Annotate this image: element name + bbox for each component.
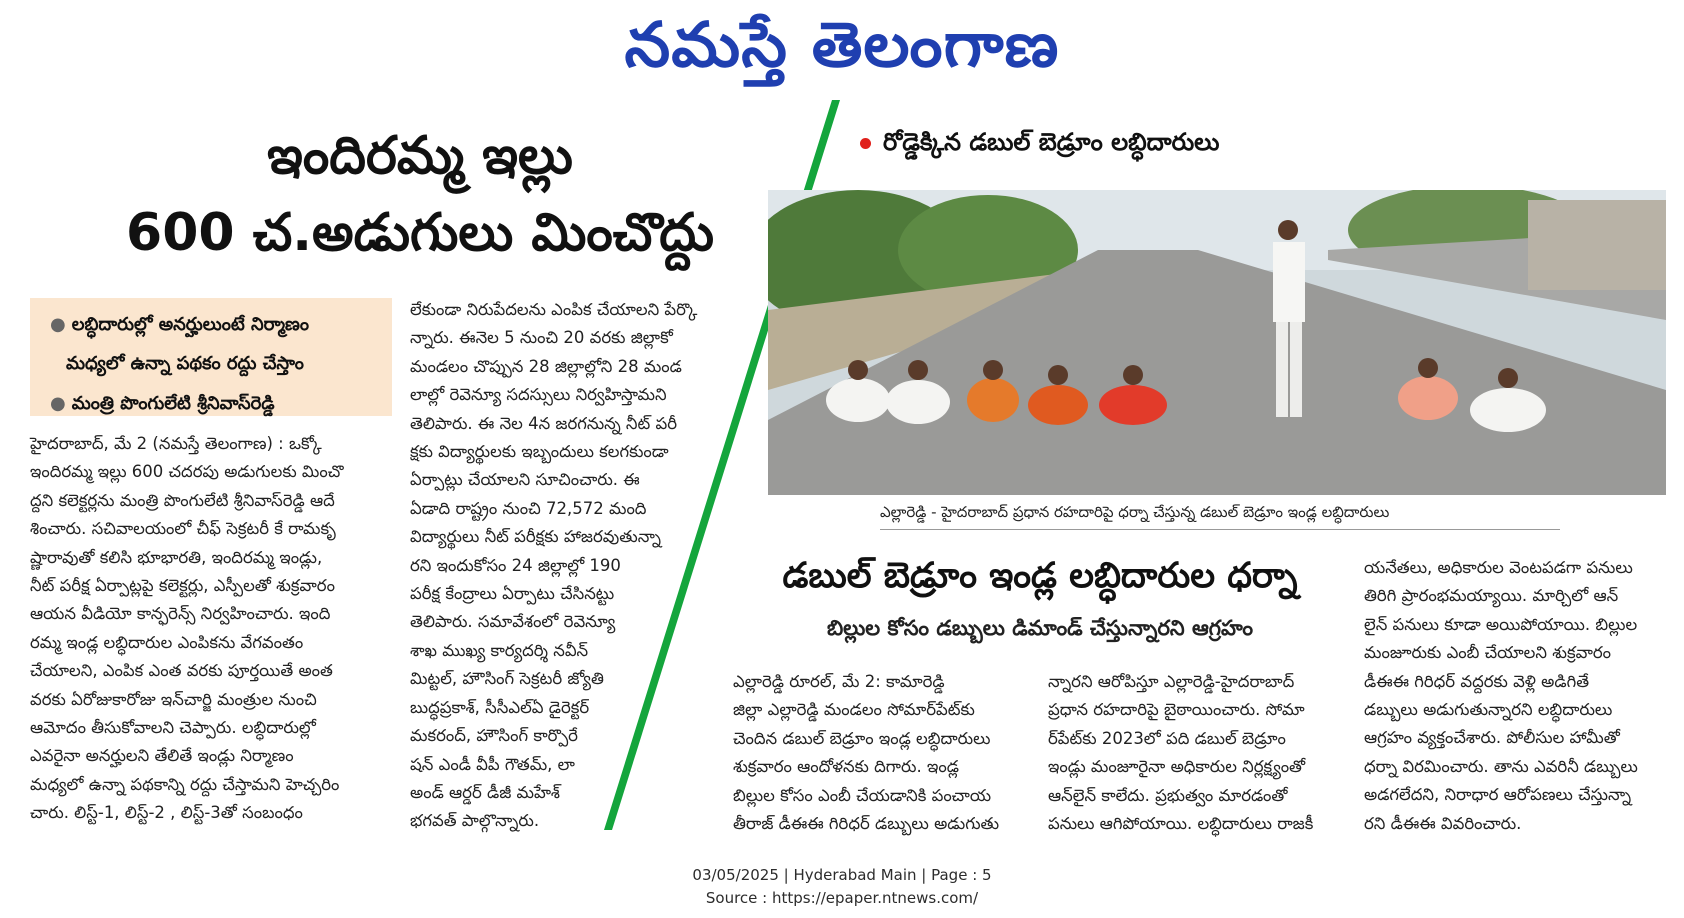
text-line: లాల్లో రెవెన్యూ సదస్సులు నిర్వహిస్తామని bbox=[410, 385, 667, 405]
text-line: శించారు. సచివాలయంలో చీఫ్ సెక్రటరీ కే రామకృ bbox=[30, 519, 336, 539]
text-line: లేకుండా నిరుపేదలను ఎంపిక చేయాలని పేర్కొ bbox=[410, 300, 698, 319]
text-line: విద్యార్థులు నీట్ పరీక్షకు హాజరవుతున్నా bbox=[410, 527, 661, 547]
bullet-dot-icon: ● bbox=[50, 393, 66, 414]
text-line: మకరంద్, హౌసింగ్ కార్పొరే bbox=[410, 726, 578, 746]
text-line: హైదరాబాద్, మే 2 (నమస్తే తెలంగాణ) : ఒక్కో bbox=[30, 434, 322, 453]
text-line: చారు. లిస్ట్-1, లిస్ట్-2 , లిస్ట్-3తో సంబంధం bbox=[30, 803, 303, 823]
text-line: చేయాలని, ఎంపిక ఎంత వరకు పూర్తయితే అంత bbox=[30, 661, 333, 681]
text-line: మంజూరుకు ఎంబీ చేయాలని శుక్రవారం bbox=[1364, 643, 1612, 663]
text-line: ష్ణారావుతో కలిసి భూభారతి, ఇందిరమ్మ ఇండ్లు, bbox=[30, 547, 323, 567]
text-line: ఏడాది రాష్ట్రం నుంచి 72,572 మంది bbox=[410, 498, 647, 518]
text-line: మిట్టల్, హౌసింగ్ సెక్రటరీ జ్యోతి bbox=[410, 669, 604, 689]
text-line: నీట్ పరీక్ష ఏర్పాట్లపై కలెక్టర్లు, ఎస్పీలతో శుక్రవారం bbox=[30, 576, 335, 596]
text-line: ప్రధాన రహదారిపై బైఠాయించారు. సోమా bbox=[1048, 700, 1305, 720]
news-photo bbox=[768, 190, 1666, 495]
text-line: ద్దని కలెక్టర్లను మంత్రి పొంగులేటి శ్రీనివాస్‌రెడ్డి ఆదే bbox=[30, 490, 335, 510]
text-line: యనేతలు, అధికారుల వెంటపడగా పనులు bbox=[1364, 558, 1633, 577]
text-line: ఏర్పాట్లు చేయాలని సూచించారు. ఈ bbox=[410, 470, 640, 490]
text-line: మండలం చొప్పున 28 జిల్లాల్లోని 28 మండ bbox=[410, 356, 682, 376]
highlight-bullet-2: ● మంత్రి పొంగులేటి శ్రీనివాస్‌రెడ్డి bbox=[50, 393, 275, 414]
bullet-dot-icon: ● bbox=[50, 314, 66, 335]
text-line: వరకు ఏరోజుకారోజు ఇన్‌చార్జి మంత్రుల నుంచి bbox=[30, 689, 317, 709]
text-line: బిల్లుల కోసం ఎంబీ చేయడానికి పంచాయ bbox=[733, 785, 992, 805]
text-line: బుద్ధప్రకాశ్, సీసీఎల్ఏ డైరెక్టర్ bbox=[410, 697, 590, 717]
footer-date-edition: 03/05/2025 | Hyderabad Main | Page : 5 bbox=[692, 866, 992, 884]
text-line: రని ఇందుకోసం 24 జిల్లాల్లో 190 bbox=[410, 555, 621, 575]
left-story-column-1 bbox=[30, 430, 392, 828]
text-line: లైన్ పనులు కూడా అయిపోయాయి. బిల్లుల bbox=[1364, 614, 1638, 634]
text-line: ఎవరైనా అనర్హులని తేలితే ఇండ్లు నిర్మాణం bbox=[30, 746, 294, 766]
protest-photo-illustration bbox=[768, 190, 1666, 495]
text-line: పరీక్ష కేంద్రాలు ఏర్పాటు చేసినట్టు bbox=[410, 584, 615, 604]
left-headline-line1: ఇందిరమ్మ ఇల్లు bbox=[267, 126, 573, 186]
text-line: ర్‌పేట్‌కు 2023లో పది డబుల్ బెడ్రూం bbox=[1048, 728, 1286, 748]
text-line: ఎల్లారెడ్డి రూరల్, మే 2: కామారెడ్డి bbox=[733, 672, 945, 691]
photo-caption: ఎల్లారెడ్డి - హైదరాబాద్ ప్రధాన రహదారిపై ధర్నా చేస్తున్న డబుల్ బెడ్రూం ఇండ్ల లబ్ధిదారులు bbox=[880, 503, 1560, 530]
text-line: పనులు ఆగిపోయాయి. లబ్ధిదారులు రాజకీ bbox=[1048, 814, 1314, 834]
text-line: డీఈఈ గిరిధర్ వద్దరకు వెళ్లి అడిగితే bbox=[1364, 671, 1590, 691]
text-line: రమ్మ ఇండ్ల లబ్ధిదారుల ఎంపికను వేగవంతం bbox=[30, 632, 304, 652]
text-line: డబ్బులు అడుగుతున్నారని లబ్ధిదారులు bbox=[1364, 700, 1613, 720]
right-story-column-2 bbox=[1048, 668, 1344, 838]
text-line: తెలిపారు. ఈ నెల 4న జరగనున్న నీట్ పరీ bbox=[410, 413, 677, 433]
text-line: అడగలేదని, నిరాధార ఆరోపణలు చేస్తున్నా bbox=[1364, 785, 1632, 805]
text-line: ధర్నా విరమించారు. తాను ఎవరినీ డబ్బులు bbox=[1364, 756, 1638, 776]
text-line: రని డీఈఈ వివరించారు. bbox=[1364, 813, 1522, 833]
text-line: ఆన్‌లైన్ కాలేదు. ప్రభుత్వం మారడంతో bbox=[1048, 785, 1288, 805]
text-line: ఆయన వీడియో కాన్ఫరెన్స్ నిర్వహించారు. ఇంది bbox=[30, 604, 331, 624]
text-line: ఆగ్రహం వ్యక్తంచేశారు. పోలీసుల హామీతో bbox=[1364, 728, 1620, 748]
text-line: శాఖ ముఖ్య కార్యదర్శి నవీన్ bbox=[410, 640, 589, 660]
right-story-kicker: రోడ్డెక్కిన డబుల్ బెడ్రూం లబ్ధిదారులు bbox=[860, 128, 1219, 162]
text-line: చెందిన డబుల్ బెడ్రూం ఇండ్ల లబ్ధిదారులు bbox=[733, 728, 991, 748]
right-subheadline: బిల్లుల కోసం డబ్బులు డిమాండ్ చేస్తున్నారని ఆగ్రహం bbox=[826, 616, 1254, 640]
highlight-bullet-1-cont: మధ్యలో ఉన్నా పథకం రద్దు చేస్తాం bbox=[66, 353, 304, 374]
text-line: న్నారు. ఈనెల 5 నుంచి 20 వరకు జిల్లాకో bbox=[410, 328, 673, 348]
text-line: శుక్రవారం ఆందోళనకు దిగారు. ఇండ్ల bbox=[733, 757, 959, 777]
text-line: మధ్యలో ఉన్నా పథకాన్ని రద్దు చేస్తామని హెచ్చరిం bbox=[30, 774, 340, 794]
left-headline-line2: 600 చ.అడుగులు మించొద్దు bbox=[126, 203, 714, 263]
right-story-column-3 bbox=[1364, 554, 1664, 838]
text-line: ఇందిరమ్మ ఇల్లు 600 చదరపు అడుగులకు మించొ bbox=[30, 462, 344, 482]
footer-source-link[interactable]: Source : https://epaper.ntnews.com/ bbox=[705, 889, 979, 907]
text-line: క్షకు విద్యార్థులకు ఇబ్బందులు కలగకుండా bbox=[410, 442, 669, 462]
right-headline: డబుల్ బెడ్రూం ఇండ్ల లబ్ధిదారుల ధర్నా bbox=[782, 556, 1298, 596]
text-line: తిరిగి ప్రారంభమయ్యాయి. మార్చిలో ఆన్ bbox=[1364, 586, 1619, 606]
text-line: భగవత్ పాల్గొన్నారు. bbox=[410, 811, 540, 831]
text-line: షన్ ఎండీ వీపీ గౌతమ్, లా bbox=[410, 754, 575, 774]
text-line: ఇండ్లు మంజూరైనా అధికారుల నిర్లక్ష్యంతో bbox=[1048, 757, 1306, 777]
highlight-bullet-1: ● లబ్ధిదారుల్లో అనర్హులుంటే నిర్మాణం bbox=[50, 314, 310, 335]
right-story-column-1 bbox=[733, 668, 1029, 838]
text-line: తెలిపారు. సమావేశంలో రెవెన్యూ bbox=[410, 612, 616, 632]
text-line: జిల్లా ఎల్లారెడ్డి మండలం సోమార్‌పేట్‌కు bbox=[733, 700, 975, 720]
red-bullet-icon bbox=[860, 138, 871, 149]
masthead-logo: నమస్తే తెలంగాణ bbox=[624, 8, 1060, 81]
text-line: అండ్ ఆర్డర్ డీజీ మహేశ్ bbox=[410, 782, 560, 802]
text-line: ఆమోదం తీసుకోవాలని చెప్పారు. లబ్ధిదారుల్లో bbox=[30, 718, 316, 738]
text-line: న్నారని ఆరోపిస్తూ ఎల్లారెడ్డి-హైదరాబాద్ bbox=[1048, 672, 1295, 691]
text-line: తీరాజ్ డీఈఈ గిరిధర్ డబ్బులు అడుగుతు bbox=[733, 814, 1000, 834]
